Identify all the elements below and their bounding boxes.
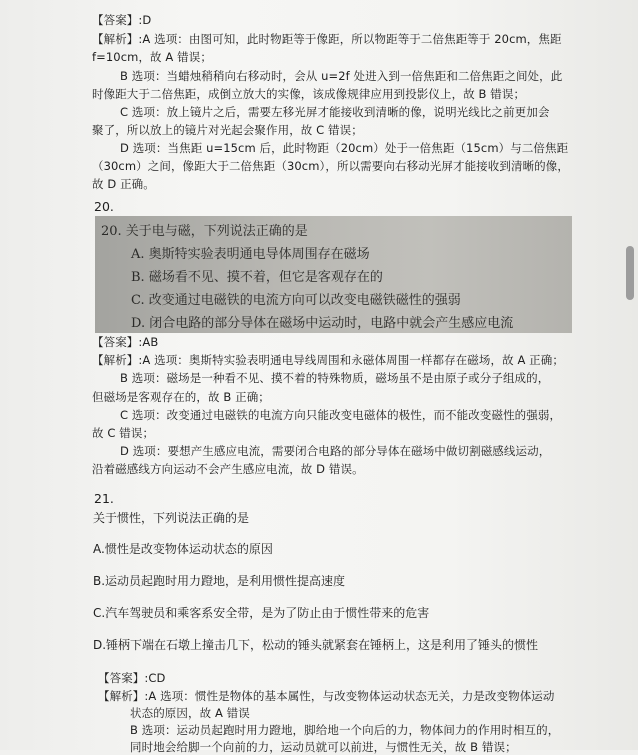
q19-analysis-line: （30cm）之间，像距大于二倍焦距（30cm），所以需要向右移动光屏才能接收到清晰的像， <box>92 159 569 173</box>
q20-photo-option-c: C. 改变通过电磁铁的电流方向可以改变电磁铁磁性的强弱 <box>131 293 461 308</box>
q20-analysis-line: C 选项：改变通过电磁铁的电流方向只能改变电磁体的极性，而不能改变磁性的强弱， <box>120 408 562 422</box>
q21-number: 21. <box>94 491 114 506</box>
q20-analysis-line: D 选项：要想产生感应电流，需要闭合电路的部分导体在磁场中做切割磁感线运动， <box>120 444 551 458</box>
q19-analysis-line: 故 D 正确。 <box>92 177 155 191</box>
q19-answer: 【答案】:D <box>92 13 152 27</box>
q21-option-a: A.惯性是改变物体运动状态的原因 <box>93 542 273 556</box>
q19-analysis-line: C 选项：放上镜片之后，需要左移光屏才能接收到清晰的像，说明光线比之前更加会 <box>120 105 550 119</box>
q20-photo-stem: 20. 关于电与磁，下列说法正确的是 <box>101 224 308 239</box>
q21-option-b: B.运动员起跑时用力蹬地，是利用惯性提高速度 <box>93 574 346 588</box>
vertical-scrollbar[interactable] <box>626 246 634 300</box>
q20-analysis-line: 【解析】:A 选项：奥斯特实验表明通电导线周围和永磁体周围一样都存在磁场，故 A 正确； <box>92 353 564 367</box>
q19-analysis-line: B 选项：当蜡烛稍稍向右移动时，会从 u=2f 处进入到一倍焦距和二倍焦距之间处，此 <box>120 69 563 83</box>
q20-answer: 【答案】:AB <box>92 335 159 349</box>
q19-analysis-line: f=10cm，故 A 错误； <box>92 50 212 64</box>
q19-analysis-line: 【解析】:A 选项：由图可知，此时物距等于像距，所以物距等于二倍焦距等于 20cm，焦距 <box>92 32 562 46</box>
q19-analysis-line: 时像距大于二倍焦距，成倒立放大的实像，该成像规律应用到投影仪上，故 B 错误； <box>92 87 526 101</box>
q20-analysis-line: B 选项：磁场是一种看不见、摸不着的特殊物质，磁场虽不是由原子或分子组成的， <box>120 371 550 385</box>
q21-stem: 关于惯性，下列说法正确的是 <box>93 511 250 525</box>
q20-question-photo <box>95 216 572 333</box>
q19-analysis-line: D 选项：当焦距 u=15cm 后，此时物距（20cm）处于一倍焦距（15cm）与二倍焦距 <box>120 141 569 155</box>
q21-analysis-line: 状态的原因，故 A 错误 <box>130 706 250 720</box>
q21-option-d: D.锤柄下端在石墩上撞击几下，松动的锤头就紧套在锤柄上，这是利用了锤头的惯性 <box>93 638 539 652</box>
q21-option-c: C.汽车驾驶员和乘客系安全带，是为了防止由于惯性带来的危害 <box>93 606 430 620</box>
q20-photo-option-b: B. 磁场看不见、摸不着，但它是客观存在的 <box>131 270 383 285</box>
q21-analysis-line: 同时地会给脚一个向前的力，运动员就可以前进，与惯性无关，故 B 错误； <box>130 740 517 754</box>
q20-analysis-line: 故 C 错误； <box>92 426 155 440</box>
q20-photo-option-a: A. 奥斯特实验表明通电导体周围存在磁场 <box>131 247 370 262</box>
q21-answer: 【答案】:CD <box>98 671 166 685</box>
q20-analysis-line: 沿着磁感线方向运动不会产生感应电流，故 D 错误。 <box>92 462 364 476</box>
q21-analysis-line: 【解析】:A 选项：惯性是物体的基本属性，与改变物体运动状态无关，力是改变物体运动 <box>98 689 555 703</box>
q21-analysis-line: B 选项：运动员起跑时用力蹬地，脚给地一个向后的力，物体间力的作用时相互的， <box>130 723 560 737</box>
q20-photo-option-d: D. 闭合电路的部分导体在磁场中运动时，电路中就会产生感应电流 <box>131 316 514 331</box>
q19-analysis-line: 聚了，所以放上的镜片对光起会聚作用，故 C 错误； <box>92 123 363 137</box>
q20-number: 20. <box>94 199 114 214</box>
q20-analysis-line: 但磁场是客观存在的，故 B 正确； <box>92 390 270 404</box>
